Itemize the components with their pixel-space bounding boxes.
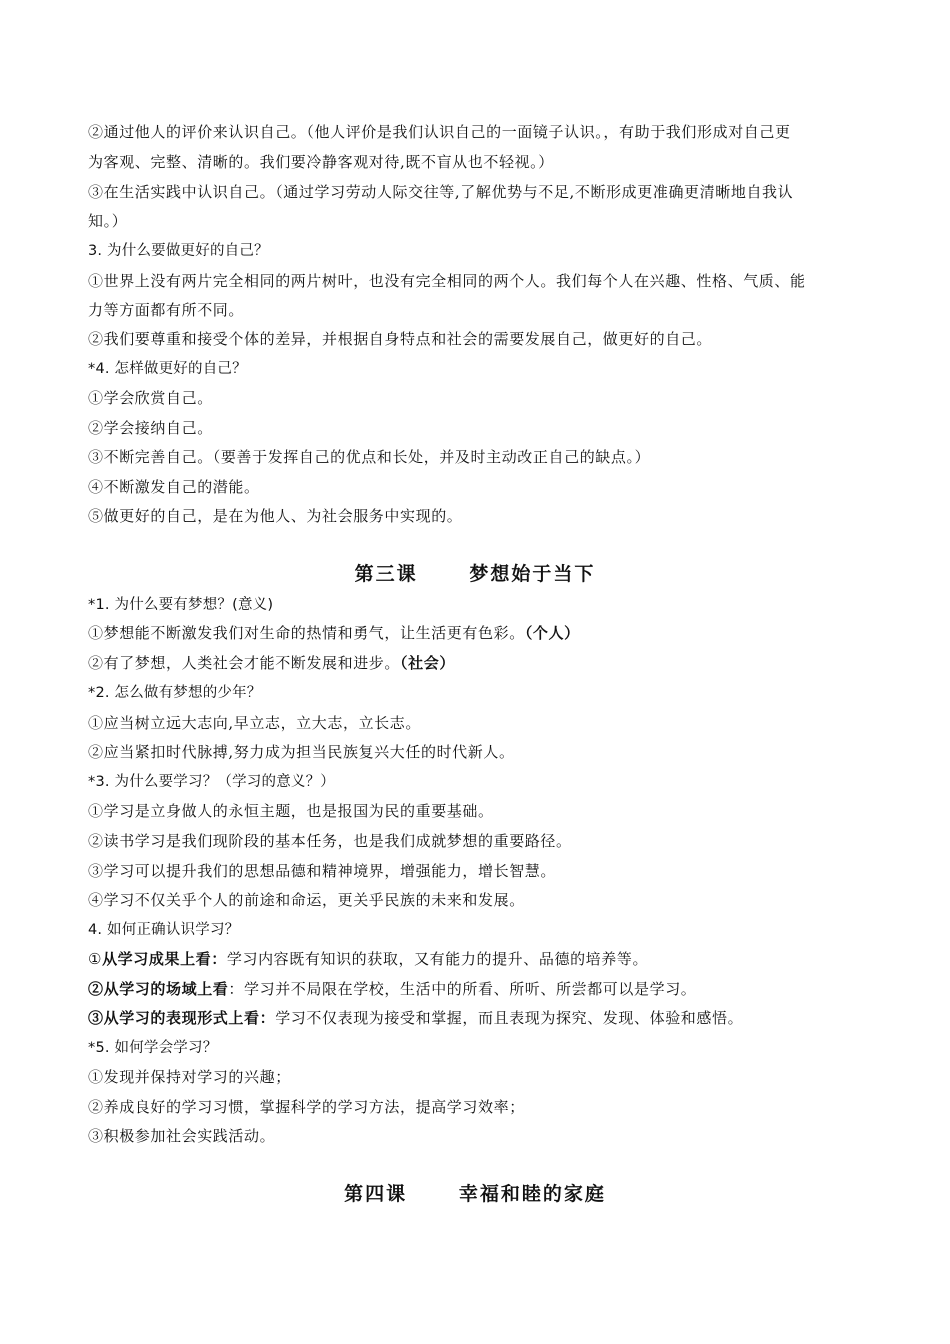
text-line: ⑤做更好的自己，是在为他人、为社会服务中实现的。 bbox=[88, 507, 463, 525]
text-line bbox=[88, 652, 868, 674]
question-heading: 4. 如何正确认识学习？ bbox=[88, 922, 240, 938]
text-line: ④学习不仅关乎个人的前途和命运，更关乎民族的未来和发展。 bbox=[88, 891, 525, 909]
text-line: ①世界上没有两片完全相同的两片树叶，也没有完全相同的两个人。我们每个人在兴趣、性格、气质、能 bbox=[88, 272, 806, 290]
text-line: ①学习是立身做人的永恒主题，也是报国为民的重要基础。 bbox=[88, 802, 494, 820]
text-line: ②养成良好的学习习惯，掌握科学的学习方法，提高学习效率； bbox=[88, 1098, 525, 1116]
text-line: ②我们要尊重和接受个体的差异，并根据自身特点和社会的需要发展自己，做更好的自己。 bbox=[88, 330, 713, 348]
text-line: ①发现并保持对学习的兴趣； bbox=[88, 1068, 291, 1086]
bold-label: 从学习成果上看： bbox=[102, 950, 227, 968]
text-line: ①应当树立远大志向,早立志，立大志，立长志。 bbox=[88, 714, 421, 732]
question-heading: *5. 如何学会学习？ bbox=[88, 1040, 218, 1056]
text-line bbox=[88, 978, 868, 1000]
text-span: 学习不仅表现为接受和掌握，而且表现为探究、发现、体验和感悟。 bbox=[275, 1009, 744, 1027]
text-span: ②有了梦想，人类社会才能不断发展和进步。 bbox=[88, 654, 401, 672]
bold-label: ②从学习的场域上看 bbox=[88, 980, 229, 998]
text-line bbox=[88, 622, 868, 644]
text-line: ②通过他人的评价来认识自己。（他人评价是我们认识自己的一面镜子认识。，有助于我们形成对自己更 bbox=[88, 123, 791, 141]
text-line: 力等方面都有所不同。 bbox=[88, 301, 245, 319]
question-heading: *1. 为什么要有梦想？(意义) bbox=[88, 597, 274, 613]
bold-label: ③从学习的表现形式上看： bbox=[88, 1009, 276, 1027]
text-line: 为客观、完整、清晰的。我们要冷静客观对待,既不盲从也不轻视。） bbox=[88, 153, 554, 171]
text-span: ① bbox=[88, 950, 103, 968]
text-span: ①梦想能不断激发我们对生命的热情和勇气，让生活更有色彩。 bbox=[88, 624, 525, 642]
text-line: ④不断激发自己的潜能。 bbox=[88, 478, 260, 496]
question-heading: *4. 怎样做更好的自己？ bbox=[88, 361, 247, 377]
text-line: ②应当紧扣时代脉搏,努力成为担当民族复兴大任的时代新人。 bbox=[88, 743, 515, 761]
text-line bbox=[88, 948, 868, 970]
text-line: ③学习可以提升我们的思想品德和精神境界，增强能力，增长智慧。 bbox=[88, 862, 557, 880]
text-span: ：学习并不局限在学校，生活中的所看、所听、所尝都可以是学习。 bbox=[228, 980, 697, 998]
question-heading: 3. 为什么要做更好的自己？ bbox=[88, 243, 269, 259]
text-line bbox=[88, 1007, 868, 1029]
lesson-heading: 第三课 梦想始于当下 bbox=[354, 563, 596, 585]
text-line: ①学会欣赏自己。 bbox=[88, 389, 213, 407]
text-line: ③在生活实践中认识自己。（通过学习劳动人际交往等,了解优势与不足,不断形成更准确更清晰地自我认 bbox=[88, 183, 794, 201]
text-line: ③积极参加社会实践活动。 bbox=[88, 1127, 276, 1145]
bold-note: （个人） bbox=[524, 624, 580, 642]
text-line: ②学会接纳自己。 bbox=[88, 419, 213, 437]
text-line: 知。） bbox=[88, 212, 128, 230]
text-span: 学习内容既有知识的获取，又有能力的提升、品德的培养等。 bbox=[226, 950, 649, 968]
lesson-heading: 第四课 幸福和睦的家庭 bbox=[344, 1183, 606, 1205]
text-line: ②读书学习是我们现阶段的基本任务，也是我们成就梦想的重要路径。 bbox=[88, 832, 572, 850]
text-line: ③不断完善自己。（要善于发挥自己的优点和长处，并及时主动改正自己的缺点。） bbox=[88, 448, 651, 466]
question-heading: *3. 为什么要学习？（学习的意义？） bbox=[88, 774, 335, 790]
question-heading: *2. 怎么做有梦想的少年？ bbox=[88, 685, 262, 701]
bold-note: （社会） bbox=[400, 654, 455, 672]
